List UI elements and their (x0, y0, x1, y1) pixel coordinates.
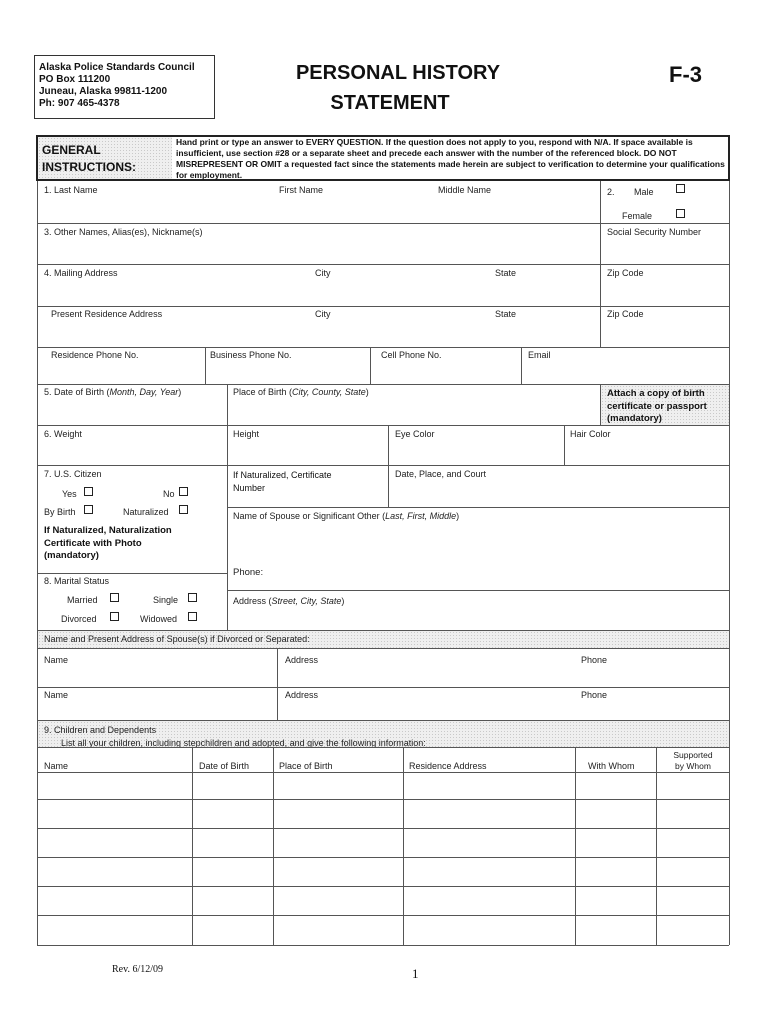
naturalized-label: Naturalized (123, 507, 169, 517)
children-col-dob: Date of Birth (199, 761, 250, 771)
former-spouse-name-1: Name (44, 655, 69, 665)
eye-color-label: Eye Color (395, 429, 435, 439)
agency-address-box (34, 55, 215, 119)
agency-phone: Ph: 907 465-4378 (39, 98, 120, 109)
instructions-heading: GENERAL INSTRUCTIONS: (42, 143, 136, 174)
mailing-zip-label: Zip Code (607, 268, 644, 278)
divider (600, 181, 601, 223)
ssn-label: Social Security Number (607, 227, 702, 237)
single-checkbox[interactable] (188, 593, 197, 602)
by-birth-checkbox[interactable] (84, 505, 93, 514)
female-checkbox[interactable] (676, 209, 685, 218)
children-col-with-whom: With Whom (588, 761, 635, 771)
former-spouse-address-2: Address (285, 690, 319, 700)
divider (37, 857, 729, 858)
divider (521, 347, 522, 384)
other-names-label: 3. Other Names, Alias(es), Nickname(s) (44, 227, 203, 237)
spouse-phone-label: Phone: (233, 567, 264, 578)
children-subheading: List all your children, including stepchildren and adopted, and give the following information: (61, 738, 426, 748)
divider (37, 347, 729, 348)
single-label: Single (153, 595, 179, 605)
divider (600, 306, 601, 347)
divider (37, 264, 729, 265)
married-label: Married (67, 595, 98, 605)
divider (227, 465, 228, 630)
agency-po-box: PO Box 111200 (39, 74, 111, 85)
children-col-name: Name (44, 761, 69, 771)
attach-birth-note: Attach a copy of birth certificate or passport (mandatory) (607, 388, 707, 424)
divider (227, 384, 228, 425)
children-heading: 9. Children and Dependents (44, 725, 157, 735)
form-left-border (37, 181, 38, 945)
divider (388, 425, 389, 465)
pob-label: Place of Birth (City, County, State) (233, 387, 369, 397)
form-title-line2: STATEMENT (330, 92, 450, 114)
mailing-city-label: City (315, 268, 331, 278)
divider (37, 306, 729, 307)
former-spouse-address-1: Address (285, 655, 319, 665)
divider (37, 945, 729, 946)
naturalization-note: If Naturalized, Naturalization Certificate with Photo (mandatory) (44, 525, 172, 561)
dob-label: 5. Date of Birth (Month, Day, Year) (44, 387, 182, 397)
male-label: Male (634, 187, 654, 197)
marital-status-label: 8. Marital Status (44, 576, 110, 586)
citizen-no-checkbox[interactable] (179, 487, 188, 496)
no-label: No (163, 489, 175, 499)
married-checkbox[interactable] (110, 593, 119, 602)
divider (37, 915, 729, 916)
page-number: 1 (412, 966, 419, 981)
height-label: Height (233, 429, 260, 439)
widowed-checkbox[interactable] (188, 612, 197, 621)
divorced-label: Divorced (61, 614, 97, 624)
form-right-border (729, 181, 730, 945)
former-spouse-name-2: Name (44, 690, 69, 700)
revision-date: Rev. 6/12/09 (112, 964, 164, 975)
spouse-name-label: Name of Spouse or Significant Other (Last, First, Middle) (233, 511, 460, 521)
divider (227, 590, 729, 591)
last-name-label: 1. Last Name (44, 185, 98, 195)
middle-name-label: Middle Name (438, 185, 492, 195)
citizen-yes-checkbox[interactable] (84, 487, 93, 496)
divider (37, 573, 227, 574)
divider (277, 648, 278, 720)
divider (37, 747, 729, 748)
present-city-label: City (315, 309, 331, 319)
yes-label: Yes (62, 489, 77, 499)
divider (37, 425, 729, 426)
children-col-address: Residence Address (409, 761, 487, 771)
divider (227, 425, 228, 465)
divider (37, 772, 729, 773)
divider (227, 507, 729, 508)
residence-phone-label: Residence Phone No. (51, 350, 139, 360)
email-label: Email (528, 350, 551, 360)
widowed-label: Widowed (140, 614, 178, 624)
naturalized-checkbox[interactable] (179, 505, 188, 514)
first-name-label: First Name (279, 185, 324, 195)
by-birth-label: By Birth (44, 507, 76, 517)
present-zip-label: Zip Code (607, 309, 644, 319)
former-spouse-phone-2: Phone (581, 690, 608, 700)
former-spouse-heading: Name and Present Address of Spouse(s) if Divorced or Separated: (44, 634, 310, 644)
instructions-text: Hand print or type an answer to EVERY QUESTION. If the question does not apply to you, respond with N/A. If space available is insufficient, use section #28 or a separate sheet and precede each answer with the number of the referenced block. DO NOT MISREPRESENT OR OMIT a requested fact since the statements made herein are subject to verification to determine your qualifications for employment. (176, 137, 725, 180)
divider (37, 687, 729, 688)
business-phone-label: Business Phone No. (210, 350, 292, 360)
children-col-supported: Supported by Whom (673, 750, 713, 771)
female-label: Female (622, 211, 653, 221)
divider (37, 223, 729, 224)
divider (600, 384, 601, 425)
form-title-line1: PERSONAL HISTORY (295, 62, 501, 84)
mailing-address-label: 4. Mailing Address (44, 268, 118, 278)
divider (600, 223, 601, 264)
divider (37, 799, 729, 800)
male-checkbox[interactable] (676, 184, 685, 193)
form-code: F-3 (669, 62, 702, 87)
present-state-label: State (495, 309, 517, 319)
divider (370, 347, 371, 384)
divider (37, 465, 729, 466)
present-address-label: Present Residence Address (51, 309, 163, 319)
cell-phone-label: Cell Phone No. (381, 350, 442, 360)
divider (600, 264, 601, 306)
divider (37, 648, 729, 649)
weight-label: 6. Weight (44, 429, 82, 439)
agency-name: Alaska Police Standards Council (39, 62, 195, 73)
children-col-pob: Place of Birth (279, 761, 333, 771)
divider (37, 828, 729, 829)
gender-number-label: 2. (607, 187, 615, 197)
former-spouse-phone-1: Phone (581, 655, 608, 665)
mailing-state-label: State (495, 268, 517, 278)
divider (564, 425, 565, 465)
spouse-address-label: Address (Street, City, State) (233, 596, 345, 606)
agency-city: Juneau, Alaska 99811-1200 (39, 86, 168, 97)
divider (37, 886, 729, 887)
date-place-court-label: Date, Place, and Court (395, 469, 487, 479)
divider (388, 465, 389, 507)
naturalization-cert-label: If Naturalized, Certificate Number (233, 470, 332, 493)
divider (205, 347, 206, 384)
divorced-checkbox[interactable] (110, 612, 119, 621)
us-citizen-label: 7. U.S. Citizen (44, 469, 102, 479)
hair-color-label: Hair Color (570, 429, 611, 439)
